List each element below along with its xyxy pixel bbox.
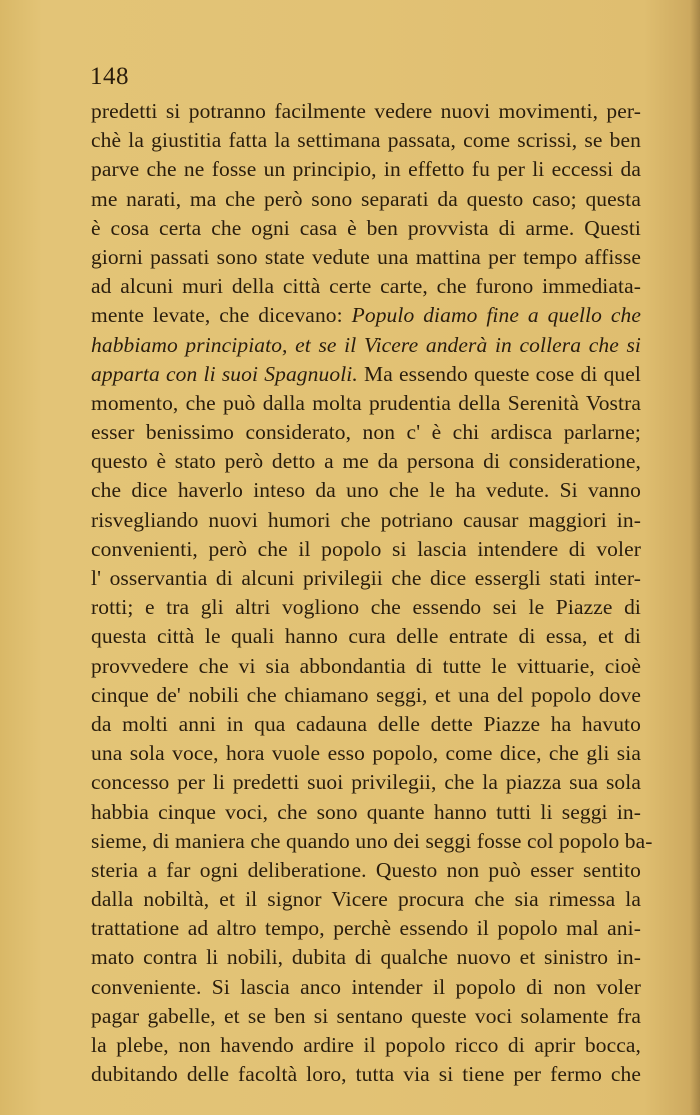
text-line — [91, 593, 641, 622]
text-line — [91, 914, 641, 943]
text-line — [91, 652, 641, 681]
text-segment: me narati, ma che però sono separati da questo caso; questa — [91, 186, 641, 211]
text-segment: è cosa certa che ogni casa è ben provvista di arme. Questi — [91, 215, 641, 240]
text-segment: esser benissimo considerato, non c' è chi ardisca parlarne; — [91, 420, 641, 445]
text-line — [91, 506, 641, 535]
italic-quote-segment: Populo diamo fine a quello che — [351, 303, 641, 328]
text-line — [91, 885, 641, 914]
text-segment: questo è stato però detto a me da persona di consideratione, — [91, 449, 641, 474]
text-line — [91, 476, 641, 505]
text-line — [91, 360, 641, 389]
text-line — [91, 1031, 641, 1060]
text-segment: da molti anni in qua cadauna delle dette Piazze ha havuto — [91, 711, 641, 736]
text-segment: parve che ne fosse un principio, in effetto fu per li eccessi da — [91, 157, 641, 182]
text-line — [91, 155, 641, 184]
text-line — [91, 943, 641, 972]
text-segment: risvegliando nuovi humori che potriano causar maggiori in- — [91, 507, 641, 532]
text-segment: sieme, di maniera che quando uno dei seggi fosse col popolo ba- — [91, 828, 653, 853]
text-line — [91, 126, 641, 155]
text-line — [91, 827, 653, 856]
page-edge-shadow — [690, 0, 700, 1115]
text-line — [91, 185, 641, 214]
text-segment: convenienti, però che il popolo si lascia intendere di voler — [91, 536, 641, 561]
italic-quote-segment: habbiamo principiato, et se il Vicere anderà in collera che si — [91, 332, 641, 357]
text-line — [91, 301, 641, 330]
text-line — [91, 243, 641, 272]
text-segment: una sola voce, hora vuole esso popolo, come dice, che gli sia — [91, 741, 641, 766]
text-segment: che dice haverlo inteso da uno che le ha vedute. Si vanno — [91, 478, 641, 503]
text-line — [91, 710, 641, 739]
text-segment: predetti si potranno facilmente vedere nuovi movimenti, per- — [91, 99, 641, 123]
text-line — [91, 97, 641, 126]
text-segment: trattatione ad altro tempo, perchè essendo il popolo mal ani- — [91, 916, 641, 941]
text-segment: pagar gabelle, et se ben si sentano queste voci solamente fra — [91, 1003, 641, 1028]
text-line — [91, 447, 641, 476]
body-text — [91, 97, 653, 1089]
text-segment: dubitando delle facoltà loro, tutta via si tiene per fermo che — [91, 1062, 641, 1087]
text-segment: conveniente. Si lascia anco intender il popolo di non voler — [91, 974, 641, 999]
text-segment: steria a far ogni deliberatione. Questo non può esser sentito — [91, 857, 641, 882]
page-number: 148 — [90, 63, 129, 90]
text-line — [91, 622, 641, 651]
text-segment: habbia cinque voci, che sono quante hanno tutti li seggi in- — [91, 799, 641, 824]
text-segment: la plebe, non havendo ardire il popolo ricco di aprir bocca, — [91, 1033, 641, 1057]
text-segment: chè la giustitia fatta la settimana passata, come scrissi, se ben — [91, 128, 641, 153]
text-line — [91, 564, 641, 593]
text-segment: provvedere che vi sia abbondantia di tutte le vittuarie, cioè — [91, 653, 641, 678]
text-line — [91, 214, 641, 243]
text-segment: dalla nobiltà, et il signor Vicere procura che sia rimessa la — [91, 887, 641, 912]
text-segment: Ma essendo queste cose di quel — [357, 361, 641, 386]
text-line — [91, 331, 641, 360]
text-segment: l' osservantia di alcuni privilegii che dice essergli stati inter- — [91, 566, 641, 590]
text-segment: mente levate, che dicevano: — [91, 303, 352, 328]
text-segment: ad alcuni muri della città certe carte, che furono immediata- — [91, 274, 641, 299]
text-line — [91, 535, 641, 564]
text-segment: mato contra li nobili, dubita di qualche nuovo et sinistro in- — [91, 945, 641, 970]
text-segment: giorni passati sono state vedute una mattina per tempo affisse — [91, 244, 641, 269]
text-line — [91, 768, 641, 797]
text-segment: concesso per li predetti suoi privilegii, che la piazza sua sola — [91, 770, 641, 795]
text-line — [91, 973, 641, 1002]
text-line — [91, 681, 641, 710]
text-line — [91, 856, 641, 885]
text-line — [91, 272, 641, 301]
text-line — [91, 739, 641, 768]
text-line — [91, 1002, 641, 1031]
text-line — [91, 798, 641, 827]
text-segment: cinque de' nobili che chiamano seggi, et una del popolo dove — [91, 682, 641, 707]
text-segment: momento, che può dalla molta prudentia della Serenità Vostra — [91, 390, 641, 415]
text-segment: questa città le quali hanno cura delle entrate di essa, et di — [91, 624, 641, 649]
text-line — [91, 418, 641, 447]
italic-quote-segment: apparta con li suoi Spagnuoli. — [91, 361, 358, 386]
text-segment: rotti; e tra gli altri vogliono che essendo sei le Piazze di — [91, 595, 641, 620]
text-line — [91, 389, 641, 418]
text-line — [91, 1060, 641, 1089]
